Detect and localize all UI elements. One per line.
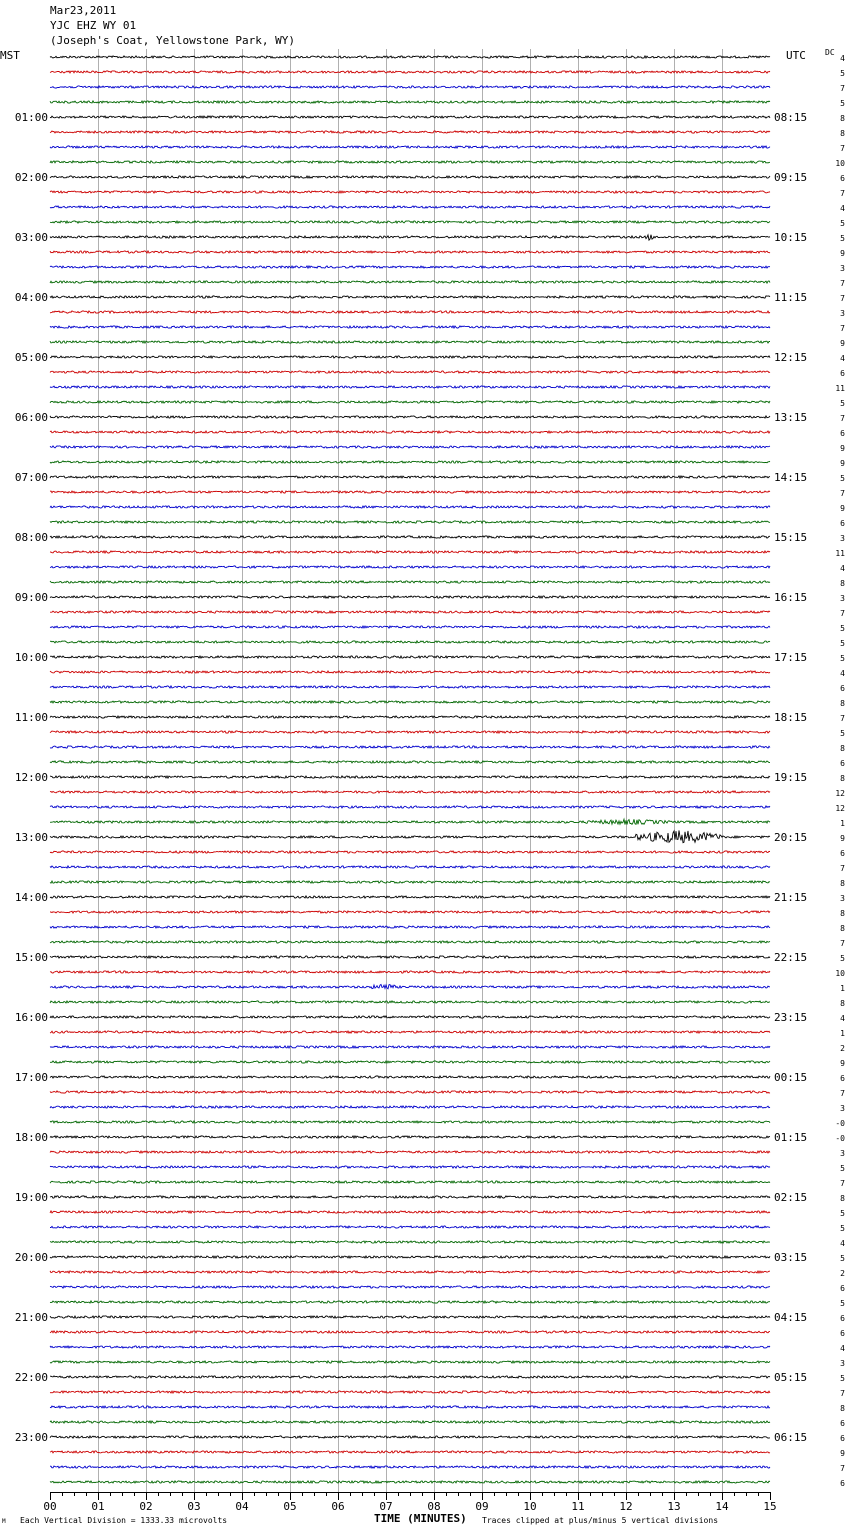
x-tick-label: 12 (619, 1500, 633, 1513)
x-tick-label: 15 (763, 1500, 777, 1513)
seismic-trace (50, 956, 770, 958)
seismic-trace (50, 146, 770, 148)
seismic-trace (50, 1406, 770, 1408)
right-hour-label: 01:15 (774, 1131, 808, 1144)
seismic-trace (50, 506, 770, 508)
right-hour-label: 06:15 (774, 1431, 808, 1444)
seismic-trace (50, 56, 770, 58)
left-hour-label: 04:00 (14, 291, 48, 304)
seismic-trace (50, 1196, 770, 1198)
dc-offset-value: 1 (840, 984, 845, 993)
seismic-trace (50, 761, 770, 763)
seismic-trace (50, 1256, 770, 1258)
right-hour-label: 23:15 (774, 1011, 808, 1024)
dc-offset-value: 7 (840, 279, 845, 288)
left-hour-label: 21:00 (14, 1311, 48, 1324)
seismic-trace (50, 830, 770, 842)
dc-offset-value: 7 (840, 144, 845, 153)
left-hour-label: 22:00 (14, 1371, 48, 1384)
seismic-trace (50, 851, 770, 853)
seismic-trace (50, 971, 770, 973)
vertical-scale-note: Each Vertical Division = 1333.33 microvolts (20, 1516, 228, 1525)
dc-offset-value: 6 (840, 849, 845, 858)
dc-offset-value: 6 (840, 1074, 845, 1083)
x-tick-label: 11 (571, 1500, 585, 1513)
dc-offset-value: 6 (840, 369, 845, 378)
dc-offset-value: 5 (840, 474, 845, 483)
dc-offset-value: 7 (840, 939, 845, 948)
dc-offset-value: 5 (840, 99, 845, 108)
dc-offset-value: 4 (840, 1344, 845, 1353)
seismic-trace (50, 1376, 770, 1378)
seismic-trace (50, 701, 770, 703)
corner-mark: M (2, 1518, 6, 1525)
left-hour-label: 10:00 (14, 651, 48, 664)
seismic-trace (50, 281, 770, 283)
seismic-trace (50, 116, 770, 118)
seismic-trace (50, 521, 770, 523)
dc-offset-value: -0 (835, 1119, 845, 1128)
seismic-trace (50, 71, 770, 73)
seismic-trace (50, 806, 770, 808)
right-hour-label: 18:15 (774, 711, 808, 724)
dc-offset-value: 8 (840, 774, 845, 783)
seismic-trace (50, 896, 770, 898)
left-hour-label: 14:00 (14, 891, 48, 904)
seismic-trace (50, 86, 770, 88)
x-tick-label: 02 (139, 1500, 153, 1513)
dc-offset-value: 7 (840, 84, 845, 93)
dc-offset-value: 7 (840, 609, 845, 618)
dc-offset-value: 3 (840, 894, 845, 903)
dc-offset-value: 9 (840, 444, 845, 453)
seismic-trace (50, 1166, 770, 1168)
dc-offset-value: -0 (835, 1134, 845, 1143)
dc-offset-value: 7 (840, 714, 845, 723)
seismic-trace (50, 206, 770, 208)
dc-offset-value: 8 (840, 744, 845, 753)
dc-offset-value: 6 (840, 1329, 845, 1338)
seismic-trace (50, 431, 770, 433)
seismic-trace (50, 176, 770, 178)
dc-offset-value: 7 (840, 294, 845, 303)
dc-offset-value: 7 (840, 1464, 845, 1473)
right-hour-label: 03:15 (774, 1251, 808, 1264)
dc-offset-value: 7 (840, 1089, 845, 1098)
seismic-trace (50, 596, 770, 598)
seismic-trace (50, 1466, 770, 1468)
dc-offset-value: 11 (835, 549, 845, 558)
left-hour-label: 12:00 (14, 771, 48, 784)
dc-offset-value: 8 (840, 999, 845, 1008)
seismic-trace (50, 985, 770, 989)
dc-offset-header: DC (825, 48, 835, 57)
x-tick-label: 06 (331, 1500, 345, 1513)
dc-offset-value: 6 (840, 174, 845, 183)
x-tick-label: 08 (427, 1500, 441, 1513)
right-hour-label: 16:15 (774, 591, 808, 604)
right-hour-label: 10:15 (774, 231, 808, 244)
left-hour-label: 08:00 (14, 531, 48, 544)
dc-offset-value: 4 (840, 669, 845, 678)
dc-offset-value: 3 (840, 264, 845, 273)
dc-offset-value: 4 (840, 54, 845, 63)
dc-offset-value: 5 (840, 69, 845, 78)
dc-offset-value: 7 (840, 324, 845, 333)
seismic-trace (50, 626, 770, 628)
seismic-trace (50, 776, 770, 778)
right-hour-label: 12:15 (774, 351, 808, 364)
seismic-trace (50, 686, 770, 688)
seismic-traces (50, 56, 770, 1483)
dc-offset-value: 4 (840, 354, 845, 363)
dc-offset-value: 5 (840, 624, 845, 633)
seismic-trace (50, 536, 770, 538)
dc-offset-value: 4 (840, 1014, 845, 1023)
right-hour-label: 19:15 (774, 771, 808, 784)
right-hour-label: 14:15 (774, 471, 808, 484)
dc-offset-value: 4 (840, 1239, 845, 1248)
dc-offset-value: 3 (840, 534, 845, 543)
seismic-trace (50, 1061, 770, 1063)
seismic-trace (50, 251, 770, 253)
right-hour-label: 00:15 (774, 1071, 808, 1084)
seismic-trace (50, 1391, 770, 1393)
seismic-trace (50, 1121, 770, 1123)
dc-offset-value: 5 (840, 399, 845, 408)
time-axis (43, 1492, 776, 1513)
left-hour-label: 15:00 (14, 951, 48, 964)
dc-offset-value: 1 (840, 819, 845, 828)
left-hour-label: 13:00 (14, 831, 48, 844)
right-hour-label: 05:15 (774, 1371, 808, 1384)
right-hour-label: 11:15 (774, 291, 808, 304)
dc-offset-value: 5 (840, 1164, 845, 1173)
seismic-trace (50, 1271, 770, 1273)
dc-offset-value: 6 (840, 1479, 845, 1488)
dc-offset-value: 8 (840, 699, 845, 708)
dc-offset-value: 6 (840, 1434, 845, 1443)
dc-offset-value: 5 (840, 1224, 845, 1233)
seismic-trace (50, 131, 770, 133)
seismic-trace (50, 611, 770, 613)
dc-offset-value: 10 (835, 969, 845, 978)
seismic-trace (50, 1151, 770, 1153)
dc-offset-value: 6 (840, 684, 845, 693)
seismic-trace (50, 1241, 770, 1243)
left-hour-label: 06:00 (14, 411, 48, 424)
dc-offset-value: 5 (840, 219, 845, 228)
right-hour-label: 02:15 (774, 1191, 808, 1204)
seismic-trace (50, 161, 770, 163)
dc-offset-value: 8 (840, 129, 845, 138)
plot-date: Mar23,2011 (50, 4, 117, 17)
seismic-trace (50, 1346, 770, 1348)
seismic-trace (50, 311, 770, 313)
left-hour-label: 11:00 (14, 711, 48, 724)
dc-offset-value: 8 (840, 1194, 845, 1203)
dc-offset-value: 5 (840, 1254, 845, 1263)
seismic-trace (50, 926, 770, 928)
right-hour-label: 08:15 (774, 111, 808, 124)
right-hour-label: 20:15 (774, 831, 808, 844)
left-hour-label: 23:00 (14, 1431, 48, 1444)
seismic-trace (50, 341, 770, 343)
seismic-trace (50, 1031, 770, 1033)
seismic-trace (50, 1481, 770, 1483)
seismic-trace (50, 1001, 770, 1003)
seismic-trace (50, 1076, 770, 1078)
dc-offset-value: 4 (840, 204, 845, 213)
seismic-trace (50, 581, 770, 583)
x-axis-title: TIME (MINUTES) (374, 1512, 467, 1525)
left-hour-label: 01:00 (14, 111, 48, 124)
dc-offset-value: 7 (840, 1179, 845, 1188)
right-hour-label: 15:15 (774, 531, 808, 544)
dc-offset-value: 9 (840, 1059, 845, 1068)
seismic-trace (50, 1136, 770, 1138)
dc-offset-value: 9 (840, 504, 845, 513)
seismic-trace (50, 1436, 770, 1438)
dc-offset-value: 3 (840, 594, 845, 603)
dc-offset-value: 7 (840, 189, 845, 198)
dc-offset-value: 2 (840, 1269, 845, 1278)
seismic-trace (50, 791, 770, 793)
seismic-trace (50, 656, 770, 658)
dc-offset-value: 9 (840, 249, 845, 258)
dc-offset-value: 9 (840, 1449, 845, 1458)
seismic-trace (50, 1361, 770, 1363)
seismic-trace (50, 101, 770, 103)
seismic-trace (50, 1421, 770, 1423)
dc-offset-value: 1 (840, 1029, 845, 1038)
dc-offset-value: 5 (840, 729, 845, 738)
left-hour-label: 07:00 (14, 471, 48, 484)
dc-offset-value: 6 (840, 1314, 845, 1323)
seismic-trace (50, 731, 770, 733)
seismic-trace (50, 266, 770, 268)
right-hour-label: 17:15 (774, 651, 808, 664)
dc-offset-value: 8 (840, 579, 845, 588)
seismic-trace (50, 326, 770, 328)
x-tick-label: 01 (91, 1500, 105, 1513)
dc-offset-value: 6 (840, 519, 845, 528)
seismic-trace (50, 1106, 770, 1108)
seismic-trace (50, 566, 770, 568)
seismic-trace (50, 1316, 770, 1318)
seismic-trace (50, 371, 770, 373)
left-hour-label: 18:00 (14, 1131, 48, 1144)
dc-offset-value: 5 (840, 954, 845, 963)
seismic-trace (50, 881, 770, 883)
x-tick-label: 04 (235, 1500, 249, 1513)
seismic-trace (50, 1046, 770, 1048)
station-id: YJC EHZ WY 01 (50, 19, 137, 32)
left-hour-label: 09:00 (14, 591, 48, 604)
x-tick-label: 05 (283, 1500, 297, 1513)
left-timezone-label: MST (0, 49, 20, 62)
seismic-trace (50, 911, 770, 913)
dc-offset-value: 10 (835, 159, 845, 168)
seismic-trace (50, 416, 770, 418)
dc-offset-value: 9 (840, 459, 845, 468)
seismic-trace (50, 1091, 770, 1093)
seismic-trace (50, 191, 770, 193)
dc-offset-value: 8 (840, 924, 845, 933)
right-hour-label: 09:15 (774, 171, 808, 184)
dc-offset-value: 3 (840, 1104, 845, 1113)
x-tick-label: 03 (187, 1500, 201, 1513)
dc-offset-value: 5 (840, 654, 845, 663)
dc-offset-value: 8 (840, 909, 845, 918)
dc-offset-value: 5 (840, 1209, 845, 1218)
right-hour-label: 21:15 (774, 891, 808, 904)
seismic-trace (50, 1016, 770, 1018)
seismic-trace (50, 716, 770, 718)
seismic-trace (50, 461, 770, 463)
seismic-trace (50, 641, 770, 643)
dc-offset-column (835, 54, 845, 1488)
seismic-trace (50, 476, 770, 478)
seismic-trace (50, 941, 770, 943)
seismic-trace (50, 866, 770, 868)
seismic-trace (50, 1211, 770, 1213)
dc-offset-value: 3 (840, 1359, 845, 1368)
seismic-trace (50, 746, 770, 748)
seismic-trace (50, 819, 770, 824)
dc-offset-value: 12 (835, 804, 845, 813)
dc-offset-value: 11 (835, 384, 845, 393)
seismic-trace (50, 296, 770, 298)
seismic-trace (50, 491, 770, 493)
x-tick-label: 10 (523, 1500, 537, 1513)
dc-offset-value: 6 (840, 1284, 845, 1293)
right-hour-label: 13:15 (774, 411, 808, 424)
dc-offset-value: 6 (840, 759, 845, 768)
x-tick-label: 00 (43, 1500, 57, 1513)
dc-offset-value: 5 (840, 1299, 845, 1308)
seismic-trace (50, 386, 770, 388)
left-hour-label: 05:00 (14, 351, 48, 364)
right-hour-label: 04:15 (774, 1311, 808, 1324)
seismic-trace (50, 1181, 770, 1183)
dc-offset-value: 7 (840, 489, 845, 498)
left-hour-label: 17:00 (14, 1071, 48, 1084)
left-hour-label: 19:00 (14, 1191, 48, 1204)
dc-offset-value: 6 (840, 429, 845, 438)
seismic-trace (50, 1301, 770, 1303)
seismic-trace (50, 356, 770, 358)
seismic-trace (50, 1451, 770, 1453)
dc-offset-value: 4 (840, 564, 845, 573)
x-tick-label: 07 (379, 1500, 393, 1513)
clipping-note: Traces clipped at plus/minus 5 vertical divisions (482, 1516, 719, 1525)
right-hour-label: 22:15 (774, 951, 808, 964)
dc-offset-value: 8 (840, 1404, 845, 1413)
dc-offset-value: 2 (840, 1044, 845, 1053)
seismic-trace (50, 1226, 770, 1228)
dc-offset-value: 8 (840, 879, 845, 888)
seismic-trace (50, 446, 770, 448)
left-hour-label: 03:00 (14, 231, 48, 244)
x-tick-label: 09 (475, 1500, 489, 1513)
seismic-trace (50, 1331, 770, 1333)
minute-gridlines (99, 49, 723, 1492)
dc-offset-value: 6 (840, 1419, 845, 1428)
dc-offset-value: 5 (840, 639, 845, 648)
dc-offset-value: 3 (840, 309, 845, 318)
x-tick-label: 14 (715, 1500, 729, 1513)
dc-offset-value: 5 (840, 234, 845, 243)
dc-offset-value: 12 (835, 789, 845, 798)
right-timezone-label: UTC (786, 49, 806, 62)
left-hour-label: 02:00 (14, 171, 48, 184)
left-hour-label: 16:00 (14, 1011, 48, 1024)
x-tick-label: 13 (667, 1500, 681, 1513)
dc-offset-value: 7 (840, 414, 845, 423)
dc-offset-value: 9 (840, 834, 845, 843)
seismic-trace (50, 551, 770, 553)
seismic-trace (50, 221, 770, 223)
dc-offset-value: 9 (840, 339, 845, 348)
dc-offset-value: 7 (840, 864, 845, 873)
dc-offset-value: 7 (840, 1389, 845, 1398)
dc-offset-value: 5 (840, 1374, 845, 1383)
dc-offset-value: 8 (840, 114, 845, 123)
station-location: (Joseph's Coat, Yellowstone Park, WY) (50, 34, 296, 47)
seismic-trace (50, 671, 770, 673)
dc-offset-value: 3 (840, 1149, 845, 1158)
left-hour-label: 20:00 (14, 1251, 48, 1264)
seismic-trace (50, 401, 770, 403)
seismic-trace (50, 1286, 770, 1288)
seismic-trace (50, 235, 770, 240)
